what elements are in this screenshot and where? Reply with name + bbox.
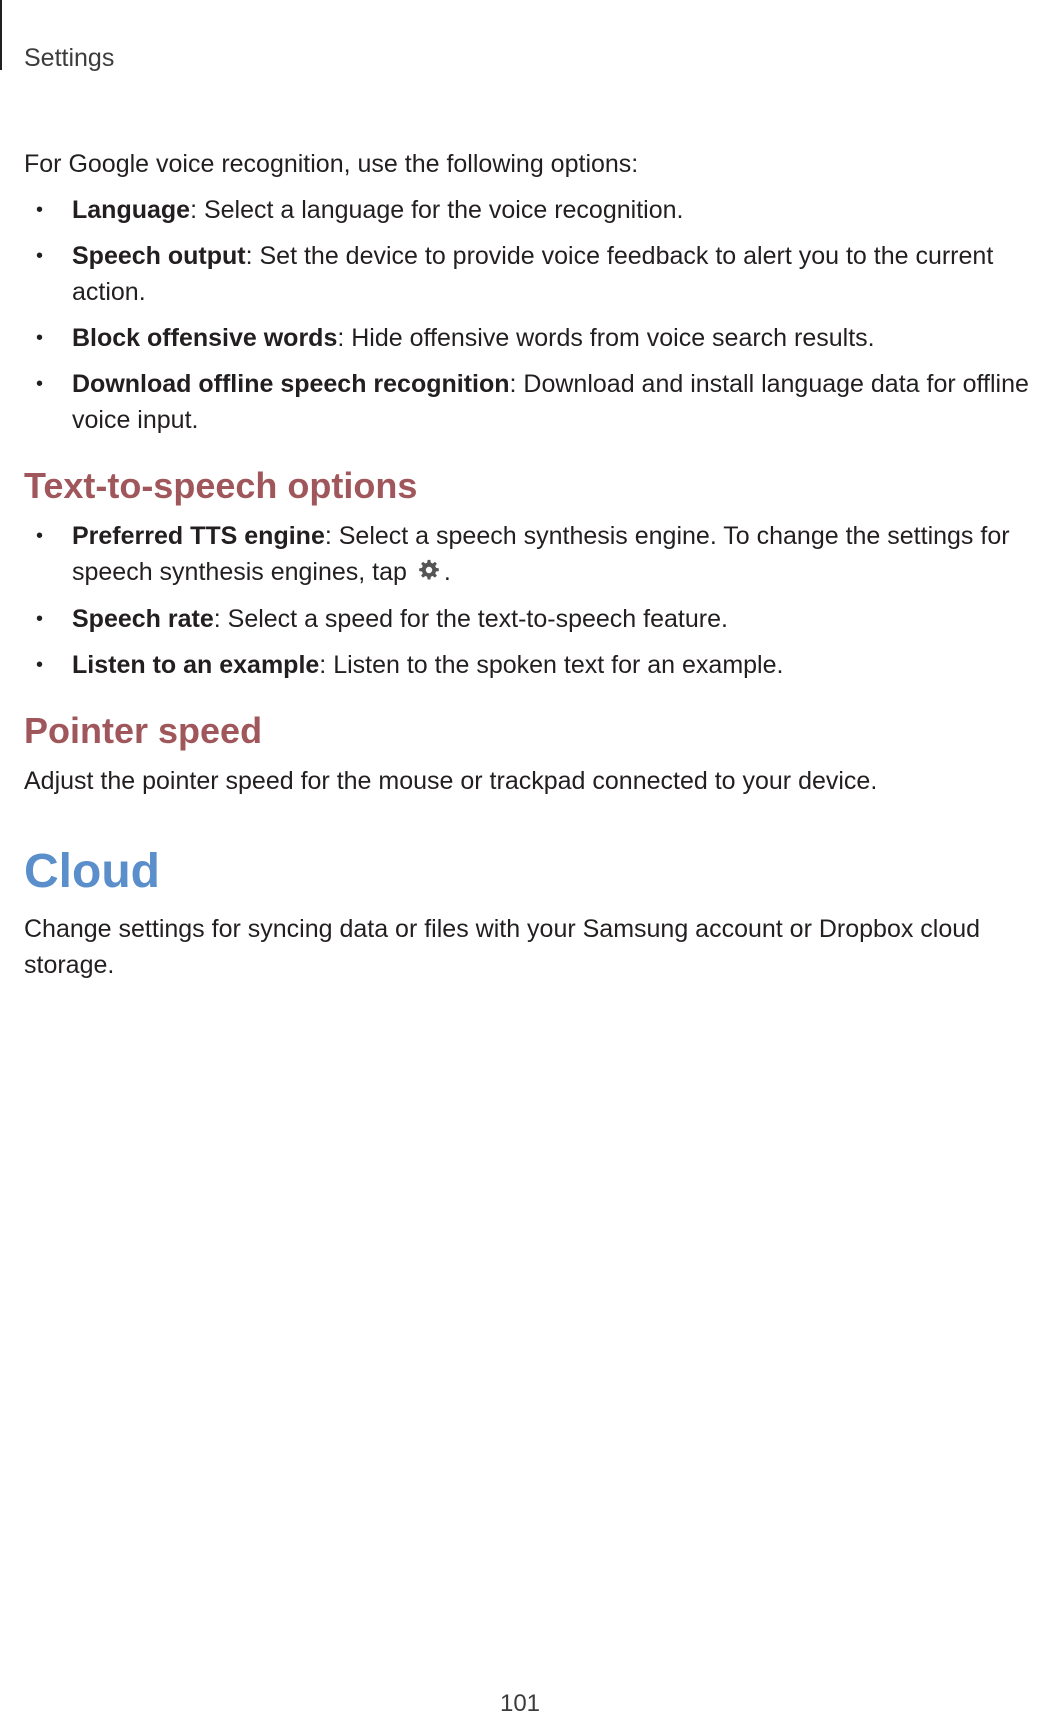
option-desc: : Listen to the spoken text for an example. (319, 651, 784, 680)
page-header: Settings (24, 44, 115, 72)
tts-section-title: Text-to-speech options (24, 465, 418, 506)
option-desc: : Select a speech synthesis engine. To change the settings for speech synthesis engines, tap (72, 522, 1010, 586)
option-term: Speech output (72, 242, 246, 270)
bullet-icon: • (36, 654, 44, 677)
option-desc: : Download and install language data for offline voice input. (72, 370, 1029, 434)
option-term: Download offline speech recognition (72, 370, 510, 398)
option-term: Language (72, 196, 191, 224)
cloud-desc: Change settings for syncing data or files with your Samsung account or Dropbox cloud storage. (24, 915, 981, 980)
option-term: Block offensive words (72, 324, 338, 352)
option-term: Preferred TTS engine (72, 522, 325, 550)
list-item (24, 238, 1040, 310)
list-item (24, 366, 1040, 438)
bullet-icon: • (36, 373, 44, 395)
option-desc-end: . (443, 558, 451, 586)
option-desc: : Select a language for the voice recognition. (190, 196, 684, 224)
pointer-desc: Adjust the pointer speed for the mouse or trackpad connected to your device. (24, 767, 878, 796)
pointer-section-title: Pointer speed (24, 710, 263, 752)
option-term: Listen to an example (72, 651, 320, 680)
list-item (24, 601, 1040, 637)
page-content (24, 146, 1040, 983)
gear-icon (418, 555, 440, 591)
intro-text: For Google voice recognition, use the following options: (24, 150, 639, 178)
bullet-icon: • (36, 199, 44, 221)
bullet-icon: • (36, 327, 44, 349)
list-item (24, 647, 1040, 683)
list-item (24, 320, 1040, 356)
voice-options-list (24, 192, 1040, 438)
list-item (24, 518, 1040, 591)
header-rule (0, 0, 2, 70)
option-desc: : Set the device to provide voice feedback to alert you to the current action. (72, 242, 994, 306)
bullet-icon: • (36, 525, 44, 547)
cloud-chapter-title: Cloud (24, 845, 160, 899)
option-desc: : Hide offensive words from voice search results. (337, 324, 875, 352)
page-number: 101 (499, 1690, 541, 1717)
tts-options-list (24, 518, 1040, 683)
bullet-icon: • (36, 608, 44, 631)
bullet-icon: • (36, 245, 44, 267)
list-item (24, 192, 1040, 228)
option-desc: : Select a speed for the text-to-speech feature. (213, 605, 728, 634)
option-term: Speech rate (72, 605, 214, 634)
